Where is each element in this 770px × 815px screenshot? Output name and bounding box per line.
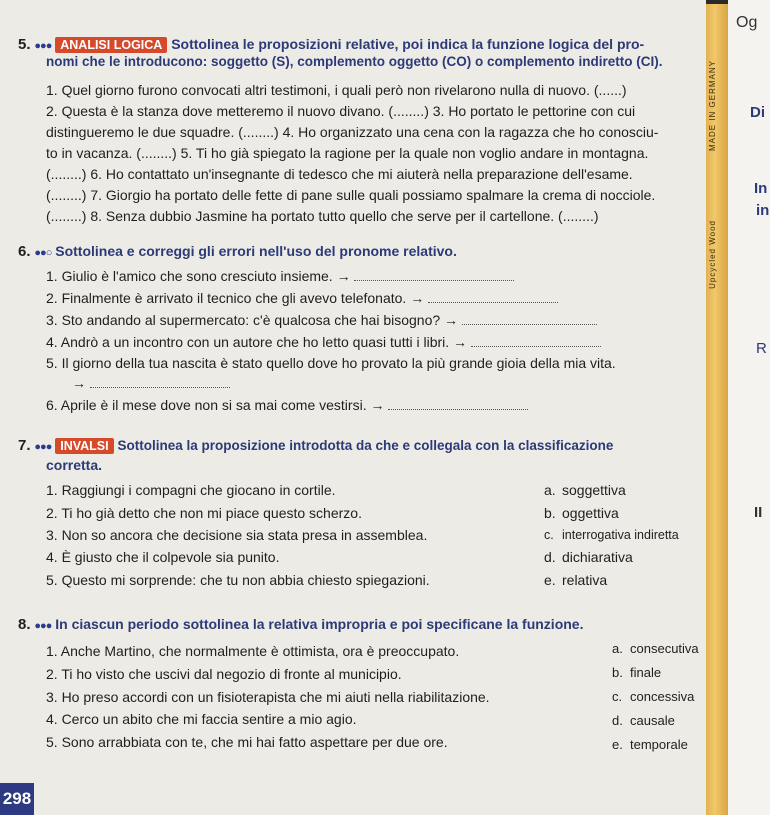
answer-blank[interactable]: [471, 346, 601, 347]
option-letter: e.: [544, 572, 556, 588]
option-letter: d.: [612, 713, 623, 728]
answer-blank[interactable]: [354, 280, 514, 281]
option[interactable]: [612, 736, 688, 753]
exercise-item: 4. Cerco un abito che mi faccia sentire a mio agio.: [46, 711, 357, 727]
option-text: interrogativa indiretta: [562, 528, 679, 542]
edge-text: Og: [736, 14, 758, 31]
arrow: →: [72, 375, 86, 391]
answer-blank[interactable]: [388, 409, 528, 410]
option-letter: e.: [612, 737, 623, 752]
exercise-item: 4. È giusto che il colpevole sia punito.: [46, 549, 280, 565]
difficulty-dots: ●●●: [34, 620, 52, 632]
option-text: causale: [630, 713, 675, 728]
exercise-text-line: (........) 6. Ho contattato un'insegnante di tedesco che mi aiuterà nella preparazione dell'esame.: [46, 166, 633, 182]
exercise-item: [46, 397, 528, 414]
exercise-item: [46, 312, 597, 329]
instruction: Sottolinea la proposizione introdotta da che e collegala con la classificazione: [117, 438, 614, 453]
exercise-8-header: [18, 616, 583, 635]
pencil-band: [706, 0, 728, 4]
option-text: finale: [630, 665, 662, 680]
edge-text: R: [756, 340, 767, 357]
exercise-badge: ANALISI LOGICA: [55, 37, 167, 53]
option[interactable]: [544, 572, 607, 589]
item-text: 6. Aprile è il mese dove non si sa mai come vestirsi. →: [46, 397, 385, 413]
edge-text: in: [756, 202, 770, 219]
exercise-number: 6.: [18, 243, 31, 260]
exercise-text-line: distingueremo le due squadre. (........) 4. Ho organizzato una cena con la ragazza che ho conosciu-: [46, 124, 659, 140]
exercise-number: 8.: [18, 616, 31, 633]
option-text: concessiva: [630, 689, 695, 704]
exercise-item: [72, 375, 230, 392]
item-text: 2. Finalmente è arrivato il tecnico che gli avevo telefonato. →: [46, 290, 425, 306]
option-letter: a.: [612, 641, 623, 656]
exercise-text-line: (........) 7. Giorgio ha portato delle fette di pane sulle quali possiamo spalmare la crema di nocciole.: [46, 187, 656, 203]
edge-text: In: [754, 180, 768, 197]
option[interactable]: [612, 712, 675, 729]
exercise-text-line: 1. Quel giorno furono convocati altri testimoni, i quali però non rivelarono nulla di nuovo. (......): [46, 82, 627, 98]
edge-text: II: [754, 504, 763, 521]
instruction: Sottolinea le proposizioni relative, poi indica la funzione logica del pro-: [171, 36, 645, 52]
exercise-item: [46, 290, 558, 307]
option-letter: a.: [544, 482, 556, 498]
difficulty-dots: ●●●: [34, 441, 52, 453]
exercise-7-header: [18, 437, 613, 456]
exercise-text-line: (........) 8. Senza dubbio Jasmine ha portato tutto quello che serve per il cartellone. (........): [46, 208, 599, 224]
option[interactable]: [612, 640, 699, 657]
answer-blank[interactable]: [90, 387, 230, 388]
exercise-text-line: 2. Questa è la stanza dove metteremo il nuovo divano. (........) 3. Ho portato le pettorine con cui: [46, 103, 636, 119]
exercise-item: 2. Ti ho visto che uscivi dal negozio di fronte al municipio.: [46, 666, 402, 682]
exercise-item: 3. Non so ancora che decisione sia stata presa in assemblea.: [46, 527, 428, 543]
exercise-item: 3. Ho preso accordi con un fisioterapista che mi aiuti nella riabilitazione.: [46, 689, 490, 705]
exercise-number: 7.: [18, 437, 31, 454]
pencil-imprint: Upcycled Wood: [708, 220, 717, 289]
instruction: Sottolinea e correggi gli errori nell'uso del pronome relativo.: [55, 243, 457, 259]
option[interactable]: [544, 549, 633, 566]
page-number: 298: [0, 783, 34, 815]
exercise-5-header: [18, 36, 644, 55]
exercise-badge: INVALSI: [55, 438, 113, 454]
option-letter: c.: [612, 689, 623, 704]
instruction-continued: nomi che le introducono: soggetto (S), complemento oggetto (CO) o complemento indiretto (CI).: [46, 54, 663, 69]
exercise-number: 5.: [18, 36, 31, 53]
exercise-item: 2. Ti ho già detto che non mi piace questo scherzo.: [46, 505, 362, 521]
exercise-item: 5. Il giorno della tua nascita è stato quello dove ho provato la più grande gioia della mia vita.: [46, 355, 616, 371]
option[interactable]: [544, 527, 679, 544]
item-text: 3. Sto andando al supermercato: c'è qualcosa che hai bisogno? →: [46, 312, 459, 328]
instruction-continued: corretta.: [46, 457, 103, 473]
option-letter: b.: [544, 505, 556, 521]
option[interactable]: [612, 688, 694, 705]
exercise-item: [46, 334, 601, 351]
exercise-item: 5. Sono arrabbiata con te, che mi hai fatto aspettare per due ore.: [46, 734, 448, 750]
exercise-item: 1. Raggiungi i compagni che giocano in cortile.: [46, 482, 336, 498]
item-text: 1. Giulio è l'amico che sono cresciuto insieme. →: [46, 268, 351, 284]
option[interactable]: [544, 505, 619, 522]
option-letter: d.: [544, 549, 556, 565]
option-text: temporale: [630, 737, 688, 752]
pencil-image: [706, 0, 728, 815]
item-text: 4. Andrò a un incontro con un autore che ho letto quasi tutti i libri. →: [46, 334, 468, 350]
option-text: soggettiva: [562, 482, 626, 498]
difficulty-dots: ●●○: [34, 247, 52, 259]
exercise-6-header: [18, 243, 457, 262]
answer-blank[interactable]: [462, 324, 597, 325]
exercise-item: 1. Anche Martino, che normalmente è ottimista, ora è preoccupato.: [46, 643, 460, 659]
exercise-item: [46, 268, 514, 285]
adjacent-page-strip: [728, 0, 770, 815]
option-text: consecutiva: [630, 641, 699, 656]
exercise-text-line: to in vacanza. (........) 5. Ti ho già spiegato la ragione per la quale non voglio andare in montagna.: [46, 145, 649, 161]
exercise-item: 5. Questo mi sorprende: che tu non abbia chiesto spiegazioni.: [46, 572, 430, 588]
option-letter: c.: [544, 528, 554, 542]
option-text: oggettiva: [562, 505, 619, 521]
difficulty-dots: ●●●: [34, 40, 52, 52]
option[interactable]: [612, 664, 661, 681]
option-text: dichiarativa: [562, 549, 633, 565]
option[interactable]: [544, 482, 626, 499]
option-letter: b.: [612, 665, 623, 680]
pencil-imprint: MADE IN GERMANY: [708, 60, 717, 152]
option-text: relativa: [562, 572, 608, 588]
answer-blank[interactable]: [428, 302, 558, 303]
instruction: In ciascun periodo sottolinea la relativa impropria e poi specificane la funzione.: [55, 616, 584, 632]
edge-text: Di: [750, 104, 765, 121]
